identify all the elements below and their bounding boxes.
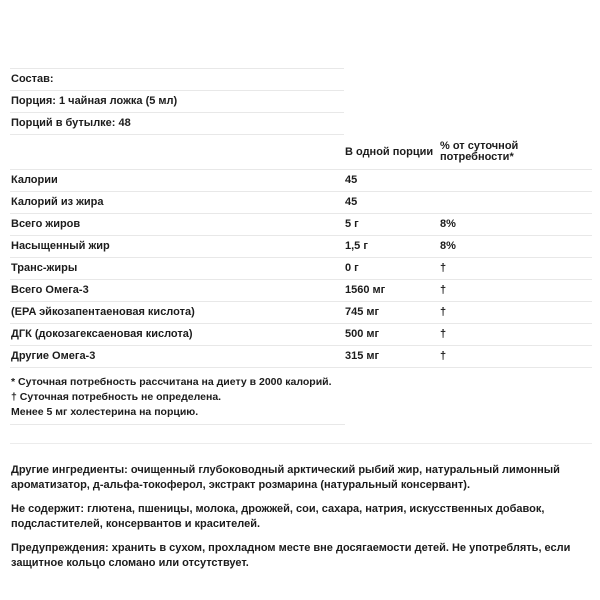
nutrient-label: Всего Омега-3 (11, 284, 89, 296)
section-divider (10, 443, 592, 444)
table-row (10, 324, 592, 346)
nutrient-label: Калорий из жира (11, 196, 104, 208)
product-details-text (10, 463, 594, 571)
nutrient-amount: 1560 мг (345, 284, 386, 296)
table-row (10, 258, 592, 280)
nutrient-amount: 5 г (345, 218, 359, 230)
servings-per-bottle-row: Порций в бутылке: 48 (10, 113, 344, 135)
table-row (10, 170, 592, 192)
nutrient-label: Всего жиров (11, 218, 81, 230)
table-row (10, 302, 592, 324)
nutrient-amount: 45 (345, 174, 358, 186)
nutrient-amount: 500 мг (345, 328, 380, 340)
footnote-daily-value: * Суточная потребность рассчитана на диету в 2000 калорий. (11, 376, 332, 388)
table-footnotes (10, 368, 345, 425)
nutrient-dv: † (440, 284, 447, 296)
table-row (10, 346, 592, 368)
table-row (10, 280, 592, 302)
column-header-daily-value: % от суточной потребности* (440, 140, 519, 163)
composition-label: Состав: (10, 69, 344, 91)
footnote-cholesterol: Менее 5 мг холестерина на порцию. (11, 406, 199, 418)
nutrient-amount: 745 мг (345, 306, 380, 318)
header-spacer (10, 147, 345, 157)
nutrient-dv: 8% (440, 240, 456, 252)
column-header-amount: В одной порции (345, 145, 434, 158)
nutrient-dv (440, 176, 592, 186)
nutrient-label: (EPA эйкозапентаеновая кислота) (11, 306, 195, 318)
nutrient-dv: † (440, 306, 447, 318)
nutrient-amount: 0 г (345, 262, 359, 274)
facts-table-header-row (10, 135, 592, 170)
table-row (10, 214, 592, 236)
nutrient-amount: 315 мг (345, 350, 380, 362)
table-row (10, 192, 592, 214)
nutrient-amount: 45 (345, 196, 358, 208)
nutrient-dv: † (440, 262, 447, 274)
nutrient-label: Транс-жиры (11, 262, 78, 274)
nutrient-dv: 8% (440, 218, 456, 230)
table-row (10, 236, 592, 258)
warnings-paragraph: Предупреждения: хранить в сухом, прохладном месте вне досягаемости детей. Не употреблять, если защитное кольцо сломано или отсутствует. (11, 542, 571, 569)
nutrition-facts-table (10, 135, 592, 368)
nutrient-label: Насыщенный жир (11, 240, 110, 252)
nutrient-amount: 1,5 г (345, 240, 368, 252)
nutrient-dv: † (440, 350, 447, 362)
footnote-dagger: † Суточная потребность не определена. (11, 391, 222, 403)
nutrient-dv (440, 198, 592, 208)
serving-info-block (10, 68, 344, 135)
contains-no-paragraph: Не содержит: глютена, пшеницы, молока, дрожжей, сои, сахара, натрия, искусственных добавок, подсластителей, консервантов и красителей. (11, 503, 545, 530)
serving-size-row: Порция: 1 чайная ложка (5 мл) (10, 91, 344, 113)
nutrient-label: Калории (11, 174, 58, 186)
nutrient-dv: † (440, 328, 447, 340)
nutrient-label: ДГК (докозагексаеновая кислота) (11, 328, 193, 340)
nutrient-label: Другие Омега-3 (11, 350, 96, 362)
other-ingredients-paragraph: Другие ингредиенты: очищенный глубоководный арктический рыбий жир, натуральный лимонный ароматизатор, д-альфа-токоферол, экстракт розмарина (натуральный консервант). (11, 464, 560, 491)
